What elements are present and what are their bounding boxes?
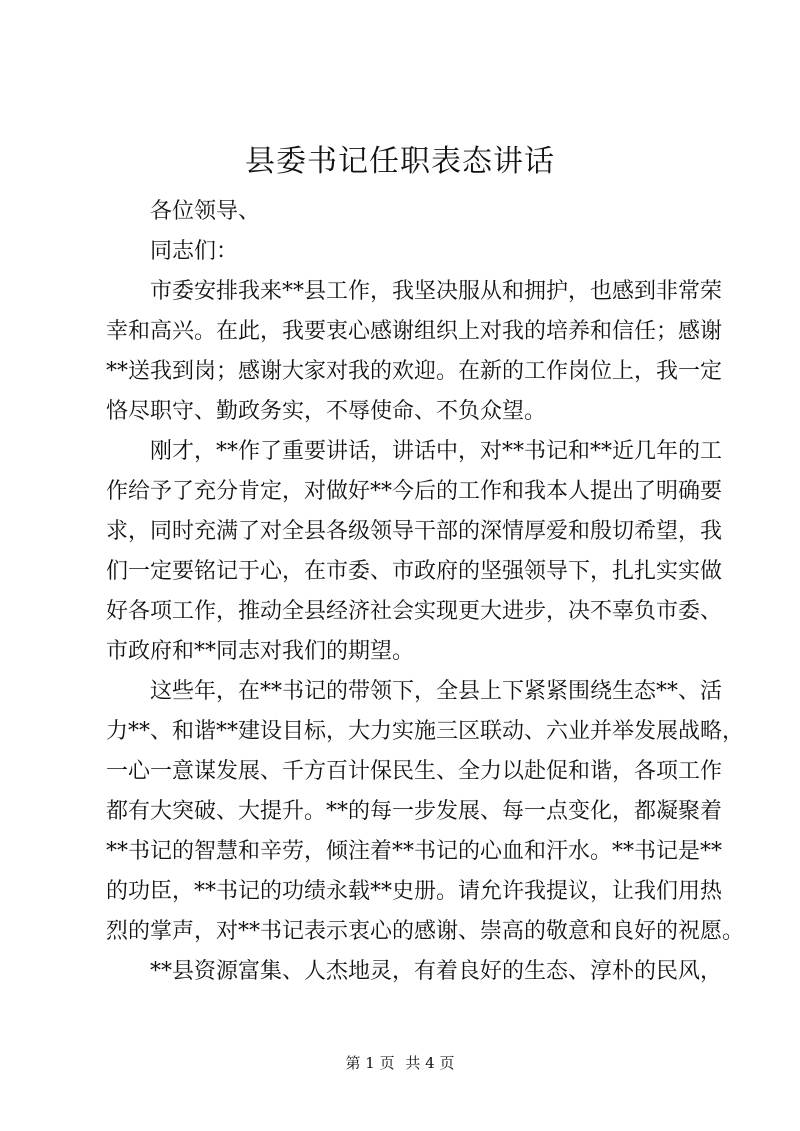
page-footer bbox=[0, 1052, 800, 1074]
paragraph-line: 市政府和**同志对我们的期望。 bbox=[106, 639, 415, 664]
paragraph-line: **送我到岗；感谢大家对我的欢迎。在新的工作岗位上，我一定 bbox=[106, 359, 723, 384]
paragraph-line: 求，同时充满了对全县各级领导干部的深情厚爱和殷切希望，我 bbox=[106, 519, 723, 544]
paragraph-line: 市委安排我来**县工作，我坚决服从和拥护，也感到非常荣 bbox=[150, 279, 723, 304]
document-body bbox=[106, 192, 745, 992]
paragraph-line: **县资源富集、人杰地灵，有着良好的生态、淳朴的民风， bbox=[150, 959, 723, 984]
paragraph-line: 刚才，**作了重要讲话，讲话中，对**书记和**近几年的工 bbox=[150, 439, 723, 464]
paragraph-line: 一心一意谋发展、千方百计保民生、全力以赴促和谐，各项工作 bbox=[106, 759, 723, 784]
paragraph-line: 的功臣，**书记的功绩永载**史册。请允许我提议，让我们用热 bbox=[106, 879, 723, 904]
page-number: 第 1 页 bbox=[345, 1054, 395, 1072]
paragraph-line: 烈的掌声，对**书记表示衷心的感谢、崇高的敬意和良好的祝愿。 bbox=[106, 919, 745, 944]
paragraph-line: 力**、和谐**建设目标，大力实施三区联动、六业并举发展战略， bbox=[106, 719, 745, 744]
paragraph-line: 这些年，在**书记的带领下，全县上下紧紧围绕生态**、活 bbox=[150, 679, 723, 704]
salutation-line: 各位领导、 bbox=[150, 199, 261, 224]
paragraph-line: 都有大突破、大提升。**的每一步发展、每一点变化，都凝聚着 bbox=[106, 799, 723, 824]
paragraph-line: 好各项工作，推动全县经济社会实现更大进步，决不辜负市委、 bbox=[106, 599, 723, 624]
paragraph-line: **书记的智慧和辛劳，倾注着**书记的心血和汗水。**书记是** bbox=[106, 839, 723, 864]
paragraph-line: 幸和高兴。在此，我要衷心感谢组织上对我的培养和信任；感谢 bbox=[106, 319, 723, 344]
paragraph-line: 作给予了充分肯定，对做好**今后的工作和我本人提出了明确要 bbox=[106, 479, 723, 504]
paragraph-line: 恪尽职守、勤政务实，不辱使命、不负众望。 bbox=[106, 399, 547, 424]
document-title: 县委书记任职表态讲话 bbox=[245, 144, 555, 179]
page-total: 共 4 页 bbox=[405, 1054, 455, 1072]
paragraph-line: 们一定要铭记于心，在市委、市政府的坚强领导下，扎扎实实做 bbox=[106, 559, 723, 584]
salutation-line: 同志们： bbox=[150, 239, 239, 264]
